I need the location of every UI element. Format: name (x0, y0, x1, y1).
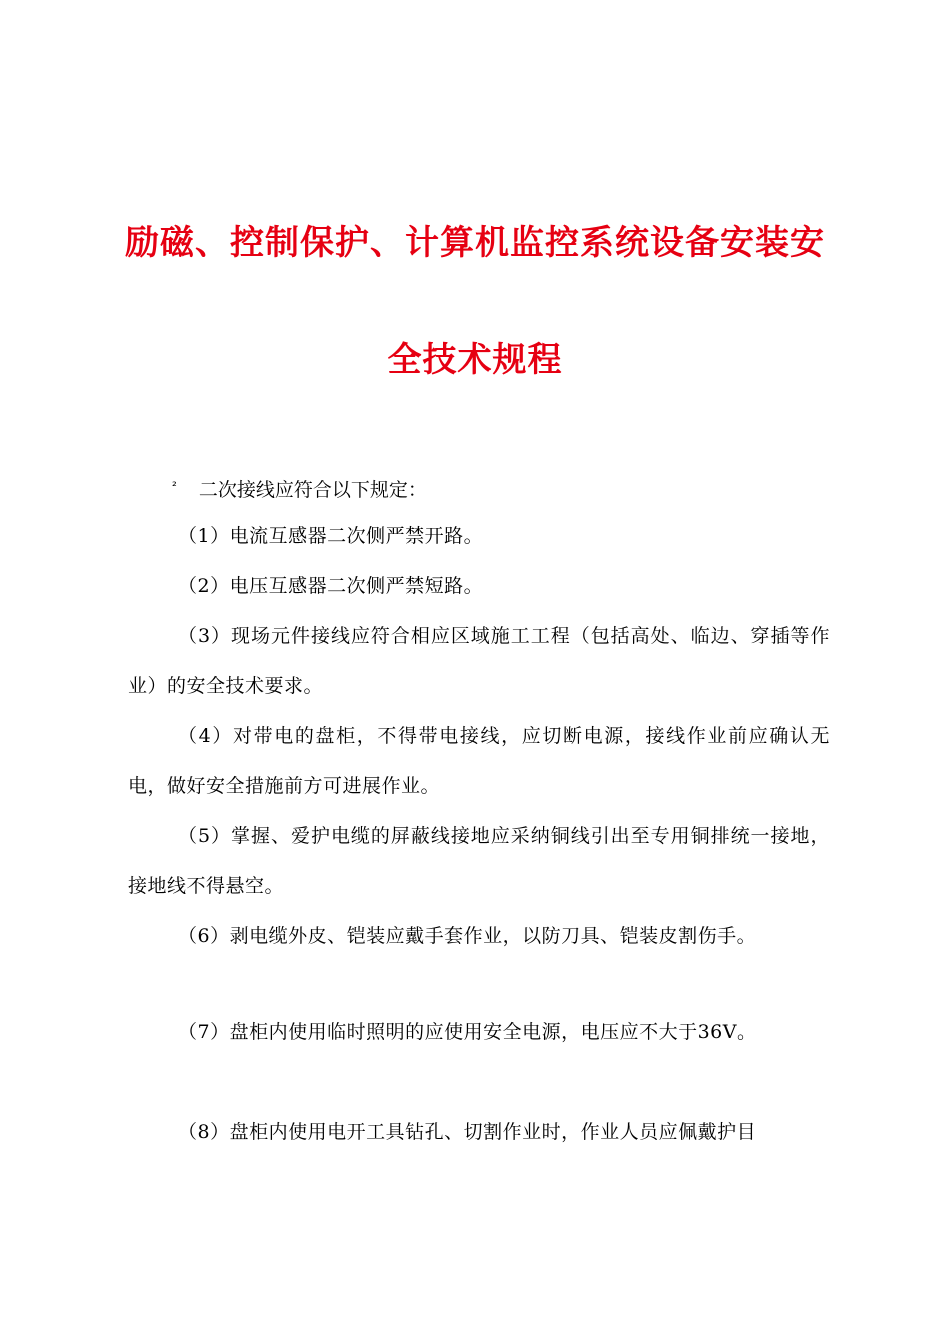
document-title-line-2: 全技术规程 (387, 340, 563, 380)
list-item-5: （5）掌握、爱护电缆的屏蔽线接地应采纳铜线引出至专用铜排统一接地，接地线不得悬空。 (128, 825, 830, 897)
list-item-3: （3）现场元件接线应符合相应区域施工工程（包括高处、临边、穿插等作业）的安全技术要求。 (128, 625, 830, 697)
document-title-line-1: 励磁、控制保护、计算机监控系统设备安装安 (125, 223, 825, 263)
list-item-8: （8）盘柜内使用电开工具钻孔、切割作业时，作业人员应佩戴护目 (178, 1121, 757, 1143)
list-item-7: （7）盘柜内使用临时照明的应使用安全电源，电压应不大于36V。 (178, 1021, 757, 1043)
list-item-6: （6）剥电缆外皮、铠装应戴手套作业，以防刀具、铠装皮割伤手。 (178, 925, 757, 947)
list-item-4: （4）对带电的盘柜，不得带电接线，应切断电源，接线作业前应确认无电，做好安全措施前方可进展作业。 (128, 725, 830, 797)
list-item-2: （2）电压互感器二次侧严禁短路。 (178, 575, 484, 597)
list-item-1: （1）电流互感器二次侧严禁开路。 (178, 525, 484, 547)
intro-line (172, 461, 427, 515)
intro-text: 二次接线应符合以下规定： (198, 479, 427, 501)
bullet-mark: ² (172, 479, 177, 493)
